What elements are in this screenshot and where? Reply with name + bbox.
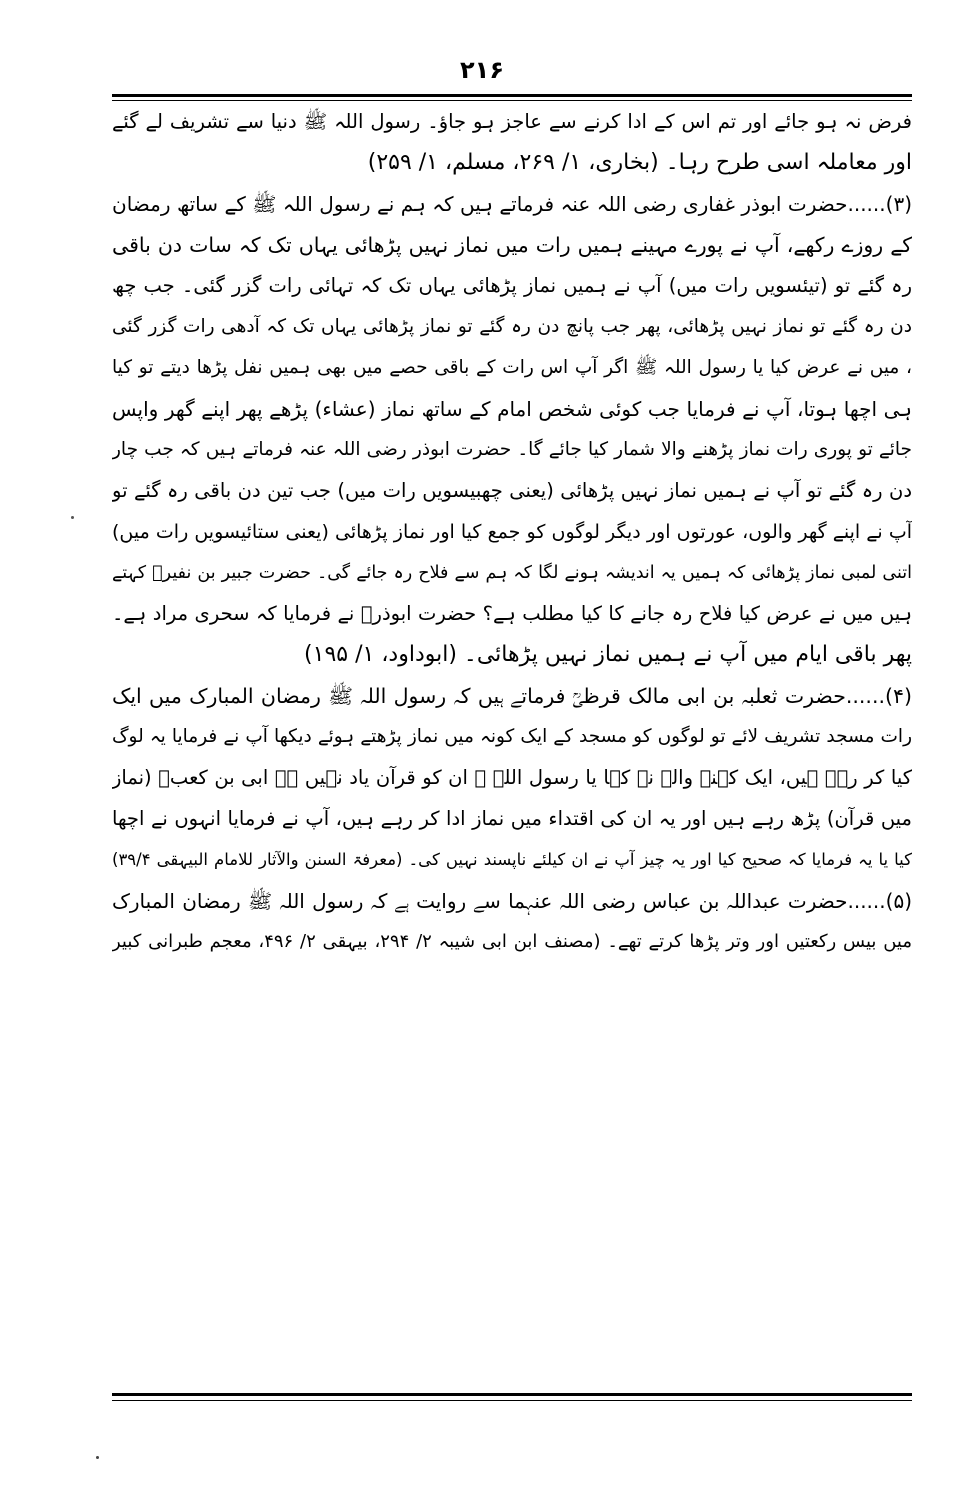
page-number: ۲۱۶ [460,56,504,84]
header-rule-thin [112,100,912,101]
text-line: پھر باقی ایام میں آپ نے ہمیں نماز نہیں پڑھائی۔ (ابوداود، ۱/ ۱۹۵) [304,642,912,667]
text-line: ہیں میں نے عرض کیا فلاح رہ جانے کا کیا مطلب ہے؟ حضرت ابوذرؓ نے فرمایا کہ سحری مراد ہے۔ [112,602,912,625]
text-line: دن رہ گئے تو نماز نہیں پڑھائی، پھر جب پانچ دن رہ گئے تو نماز پڑھائی یہاں تک کہ آدھی رات گزر گئی [112,316,912,337]
text-line: کیا کر رہے ہیں، ایک کہنے والے نے کہا یا رسول اللہ ﷺ ان کو قرآن یاد نہیں ہے ابی بن کعبؓ (نماز [112,766,912,789]
scan-speck [96,1456,99,1459]
text-line: (۵)......حضرت عبداللہ بن عباس رضی اللہ عنہما سے روایت ہے کہ رسول اللہ ﷺ رمضان المبارک [112,889,912,913]
footer-rule-thick [112,1393,912,1396]
text-line: آپ نے اپنے گھر والوں، عورتوں اور دیگر لوگوں کو جمع کیا اور نماز پڑھائی (یعنی ستائیسویں رات میں) [112,521,912,543]
text-line: رہ گئے تو (تیئسویں رات میں) آپ نے ہمیں نماز پڑھائی یہاں تک کہ تہائی رات گزر گئی۔ جب چھ [112,274,912,297]
text-line: کے روزے رکھے، آپ نے پورے مہینے ہمیں رات میں نماز نہیں پڑھائی یہاں تک کہ سات دن باقی [112,233,912,257]
header-rule-thick [112,94,912,97]
text-line: کیا یا یہ فرمایا کہ صحیح کیا اور یہ چیز آپ نے ان کیلئے ناپسند نہیں کی۔ (معرفۃ السنن والآثار للامام البیہقی ۳۹/۴) [112,850,912,869]
scan-speck [71,516,74,519]
text-line: میں بیس رکعتیں اور وتر پڑھا کرتے تھے۔ (مصنف ابن ابی شیبہ ۲/ ۲۹۴، بیہقی ۲/ ۴۹۶، معجم طبرانی کبیر [112,931,912,952]
text-line: ، میں نے عرض کیا یا رسول اللہ ﷺ اگر آپ اس رات کے باقی حصے میں بھی ہمیں نفل پڑھا دیتے تو کیا [112,357,912,378]
text-line: (۳)......حضرت ابوذر غفاری رضی اللہ عنہ فرماتے ہیں کہ ہم نے رسول اللہ ﷺ کے ساتھ رمضان [112,192,912,216]
text-line: ہی اچھا ہوتا، آپ نے فرمایا جب کوئی شخص امام کے ساتھ نماز (عشاء) پڑھے پھر اپنے گھر واپس [112,397,912,421]
text-line: (۴)......حضرت ثعلبہ بن ابی مالک قرظیؒ فرماتے ہیں کہ رسول اللہ ﷺ رمضان المبارک میں ایک [112,684,912,708]
body-text [112,106,912,967]
text-line: اور معاملہ اسی طرح رہا۔ (بخاری، ۱/ ۲۶۹، مسلم، ۱/ ۲۵۹) [367,150,912,175]
text-line: رات مسجد تشریف لائے تو لوگوں کو مسجد کے ایک کونہ میں نماز پڑھتے ہوئے دیکھا آپ نے فرمایا یہ لوگ [112,726,912,747]
text-line: میں قرآن) پڑھ رہے ہیں اور یہ ان کی اقتداء میں نماز ادا کر رہے ہیں، آپ نے فرمایا انہوں نے اچھا [112,807,912,830]
text-line: دن رہ گئے تو آپ نے ہمیں نماز نہیں پڑھائی (یعنی چھبیسویں رات میں) جب تین دن باقی رہ گئے تو [112,479,912,502]
text-line: فرض نہ ہو جائے اور تم اس کے ادا کرنے سے عاجز ہو جاؤ۔ رسول اللہ ﷺ دنیا سے تشریف لے گئے [112,110,912,133]
text-line: اتنی لمبی نماز پڑھائی کہ ہمیں یہ اندیشہ ہونے لگا کہ ہم سے فلاح رہ جائے گی۔ حضرت جبیر بن نفیرؒ کہتے [112,563,912,583]
text-line: جائے تو پوری رات نماز پڑھنے والا شمار کیا جائے گا۔ حضرت ابوذر رضی اللہ عنہ فرماتے ہیں کہ جب چار [112,439,912,460]
footer-rule-thin [112,1400,912,1401]
